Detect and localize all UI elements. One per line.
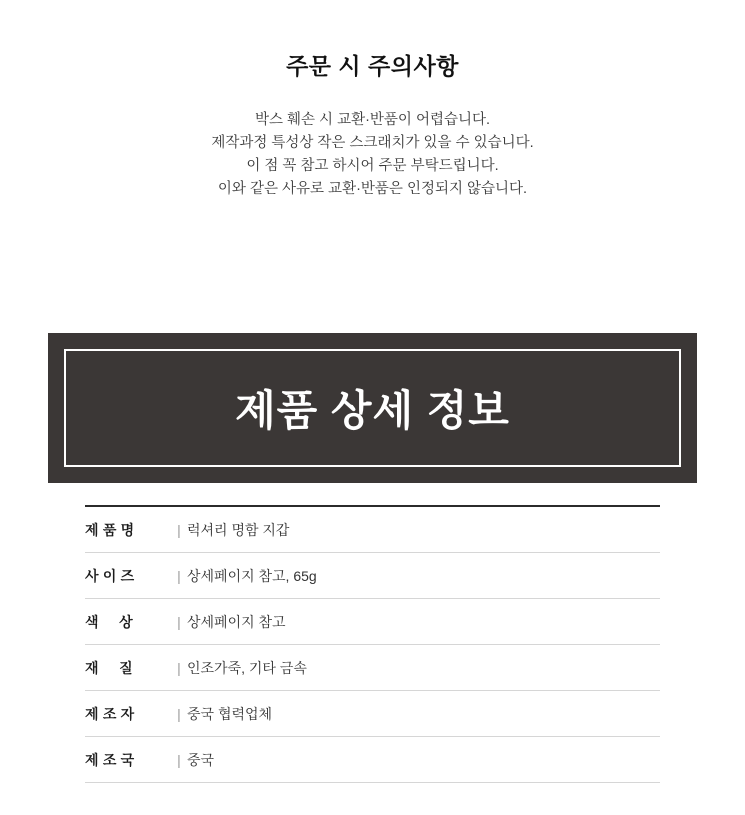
spec-value: 상세페이지 참고, 65g xyxy=(187,568,317,584)
spec-label: 사 이 즈 xyxy=(85,568,135,584)
spec-separator: | xyxy=(177,522,181,538)
table-row xyxy=(85,645,660,691)
order-notice-title: 주문 시 주의사항 xyxy=(286,53,459,79)
spec-value: 중국 xyxy=(187,752,215,768)
table-row xyxy=(85,506,660,553)
spec-label: 제 품 명 xyxy=(85,522,135,538)
spec-label: 제 조 자 xyxy=(85,706,135,722)
detail-banner-frame xyxy=(64,349,681,467)
spec-label: 재 질 xyxy=(85,660,133,676)
spec-separator: | xyxy=(177,752,181,768)
detail-banner-title: 제품 상세 정보 xyxy=(235,387,510,434)
spec-separator: | xyxy=(177,614,181,630)
spec-value: 인조가죽, 기타 금속 xyxy=(187,660,307,676)
product-spec-section xyxy=(0,505,745,783)
spec-value: 중국 협력업체 xyxy=(187,706,273,722)
order-notice-section xyxy=(0,0,745,201)
detail-banner xyxy=(48,333,697,483)
spec-label: 제 조 국 xyxy=(85,752,135,768)
spec-separator: | xyxy=(177,568,181,584)
table-row xyxy=(85,553,660,599)
table-row xyxy=(85,737,660,783)
spec-value: 상세페이지 참고 xyxy=(187,614,286,630)
product-spec-table xyxy=(85,505,660,783)
order-notice-line: 박스 훼손 시 교환·반품이 어렵습니다. xyxy=(254,112,491,128)
spec-label: 색 상 xyxy=(85,614,133,630)
order-notice-line: 이 점 꼭 참고 하시어 주문 부탁드립니다. xyxy=(246,158,499,174)
detail-banner-section xyxy=(0,333,745,483)
table-row xyxy=(85,599,660,645)
table-row xyxy=(85,691,660,737)
order-notice-line: 제작과정 특성상 작은 스크래치가 있을 수 있습니다. xyxy=(211,135,534,151)
spec-separator: | xyxy=(177,660,181,676)
order-notice-body xyxy=(0,109,745,201)
order-notice-line: 이와 같은 사유로 교환·반품은 인정되지 않습니다. xyxy=(217,181,528,197)
spec-value: 럭셔리 명함 지갑 xyxy=(187,522,290,538)
spec-separator: | xyxy=(177,706,181,722)
